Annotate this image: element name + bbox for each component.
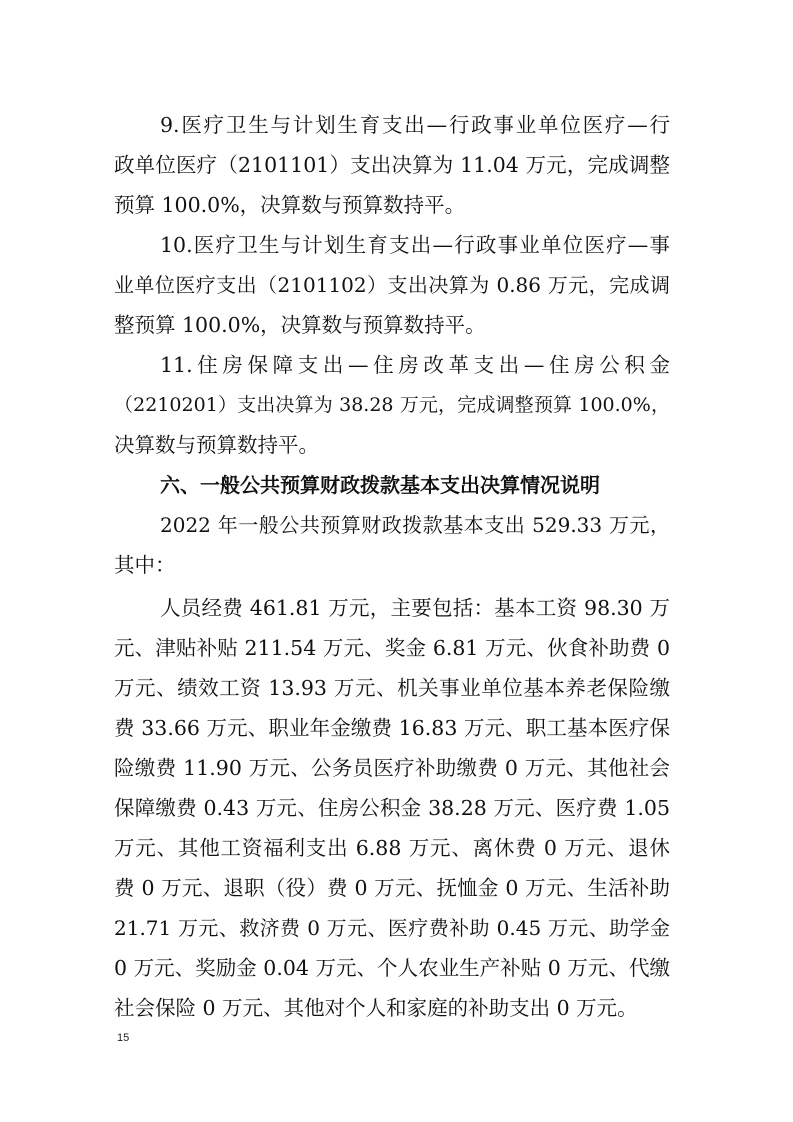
personnel-line-9: 21.71 万元、救济费 0 万元、医疗费补助 0.45 万元、助学金: [114, 916, 670, 940]
item-9-line-1: 9.医疗卫生与计划生育支出—行政事业单位医疗—行: [160, 113, 670, 137]
item-10-line-3: 整预算 100.0%，决算数与预算数持平。: [114, 313, 486, 337]
item-10-line-1: 10.医疗卫生与计划生育支出—行政事业单位医疗—事: [160, 233, 670, 257]
personnel-line-7: 万元、其他工资福利支出 6.88 万元、离休费 0 万元、退休: [114, 836, 670, 860]
personnel-line-11: 社会保险 0 万元、其他对个人和家庭的补助支出 0 万元。: [114, 996, 638, 1020]
item-9-line-2: 政单位医疗（2101101）支出决算为 11.04 万元，完成调整: [114, 153, 670, 177]
item-11-line-3: 决算数与预算数持平。: [114, 433, 319, 457]
section-heading: 六、一般公共预算财政拨款基本支出决算情况说明: [160, 473, 600, 497]
personnel-line-10: 0 万元、奖励金 0.04 万元、个人农业生产补贴 0 万元、代缴: [114, 956, 670, 980]
summary-line-1: 2022 年一般公共预算财政拨款基本支出 529.33 万元，: [160, 513, 670, 537]
personnel-line-1: 人员经费 461.81 万元，主要包括：基本工资 98.30 万: [160, 596, 670, 620]
item-11-line-2: （2210201）支出决算为 38.28 万元，完成调整预算 100.0%，: [114, 394, 670, 416]
personnel-line-8: 费 0 万元、退职（役）费 0 万元、抚恤金 0 万元、生活补助: [114, 876, 670, 900]
item-9-line-3: 预算 100.0%，决算数与预算数持平。: [114, 193, 466, 217]
personnel-line-5: 险缴费 11.90 万元、公务员医疗补助缴费 0 万元、其他社会: [114, 756, 670, 780]
personnel-line-3: 万元、绩效工资 13.93 万元、机关事业单位基本养老保险缴: [114, 676, 670, 700]
personnel-line-2: 元、津贴补贴 211.54 万元、奖金 6.81 万元、伙食补助费 0: [114, 636, 670, 660]
personnel-line-4: 费 33.66 万元、职业年金缴费 16.83 万元、职工基本医疗保: [114, 716, 670, 740]
personnel-line-6: 保障缴费 0.43 万元、住房公积金 38.28 万元、医疗费 1.05: [114, 796, 670, 820]
page-number: 15: [117, 1032, 130, 1044]
item-10-line-2: 业单位医疗支出（2101102）支出决算为 0.86 万元，完成调: [114, 273, 670, 297]
summary-line-2: 其中：: [114, 553, 176, 577]
item-11-line-1: 11.住房保障支出—住房改革支出—住房公积金: [160, 353, 670, 377]
